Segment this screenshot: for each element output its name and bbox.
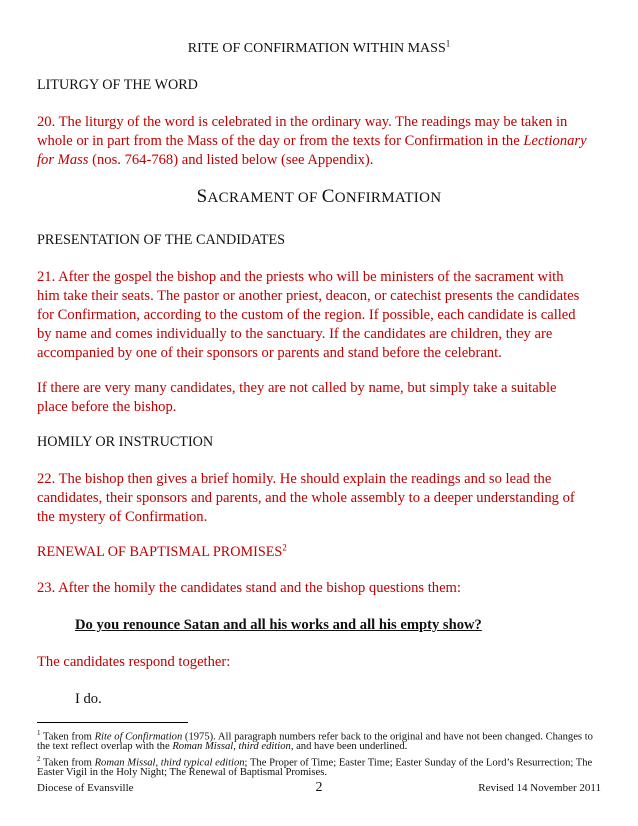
footer-left: Diocese of Evansville [37,782,134,794]
footnote-2-line-2: Easter Vigil in the Holy Night; The Renewal of Baptismal Promises. [37,767,327,778]
paragraph-20-line-1: 20. The liturgy of the word is celebrated in the ordinary way. The readings may be taken in [37,114,568,130]
presentation-heading: PRESENTATION OF THE CANDIDATES [37,232,286,248]
paragraph-20-line-2: whole or in part from the Mass of the day or from the texts for Confirmation in the Lectionary [37,133,587,149]
renunciation-question: Do you renounce Satan and all his works and all his empty show? [75,617,482,633]
page-number: 2 [315,780,323,795]
paragraph-23: 23. After the homily the candidates stand and the bishop questions them: [37,580,461,596]
renewal-heading: RENEWAL OF BAPTISMAL PROMISES$^2$ [37,542,287,560]
paragraph-21-line-4: by name and comes individually to the sanctuary. If the candidates are children, they are [37,326,553,342]
homily-heading: HOMILY OR INSTRUCTION [37,434,214,450]
paragraph-22-line-3: the mystery of Confirmation. [37,509,208,525]
paragraph-21b-line-2: place before the bishop. [37,399,177,415]
paragraph-21-line-1: 21. After the gospel the bishop and the priests who will be ministers of the sacrament with [37,269,564,285]
document-title: RITE OF CONFIRMATION WITHIN MASS$^1$ [187,38,451,56]
paragraph-20-line-3: for Mass (nos. 764-768) and listed below (see Appendix). [37,152,374,168]
paragraph-21b-line-1: If there are very many candidates, they are not called by name, but simply take a suitable [37,380,557,396]
footnote-ref-1: 1 [445,38,451,49]
footnote-ref-2: 2 [282,542,287,553]
paragraph-21-line-5: accompanied by one of their sponsors or parents and stand before the celebrant. [37,345,502,361]
footnote-divider [37,722,188,723]
footnote-1-line-1: $^1$ Taken from Rite of Confirmation (1975). All paragraph numbers refer back to the original and have not been changed. Changes to [37,729,593,743]
sacrament-heading: SACRAMENT OF CONFIRMATION [196,186,442,207]
liturgy-heading: LITURGY OF THE WORD [37,77,198,93]
paragraph-21-line-2: him take their seats. The pastor or another priest, deacon, or catechist presents the candidates [37,288,580,304]
paragraph-22-line-2: candidates, their sponsors and parents, and the whole assembly to a deeper understanding of [37,490,575,506]
response-answer: I do. [75,691,102,707]
footnote-1-line-2: the text reflect overlap with the Roman Missal, third edition, and have been underlined. [37,741,408,752]
footnote-2-line-1: $^2$ Taken from Roman Missal, third typical edition; The Proper of Time; Easter Time; Easter Sunday of the Lord’s Resurrection; The [37,755,593,769]
footer-right: Revised 14 November 2011 [478,782,601,794]
paragraph-22-line-1: 22. The bishop then gives a brief homily. He should explain the readings and so lead the [37,471,552,487]
paragraph-21-line-3: for Confirmation, according to the custom of the region. If possible, each candidate is called [37,307,576,323]
response-rubric: The candidates respond together: [37,654,231,670]
